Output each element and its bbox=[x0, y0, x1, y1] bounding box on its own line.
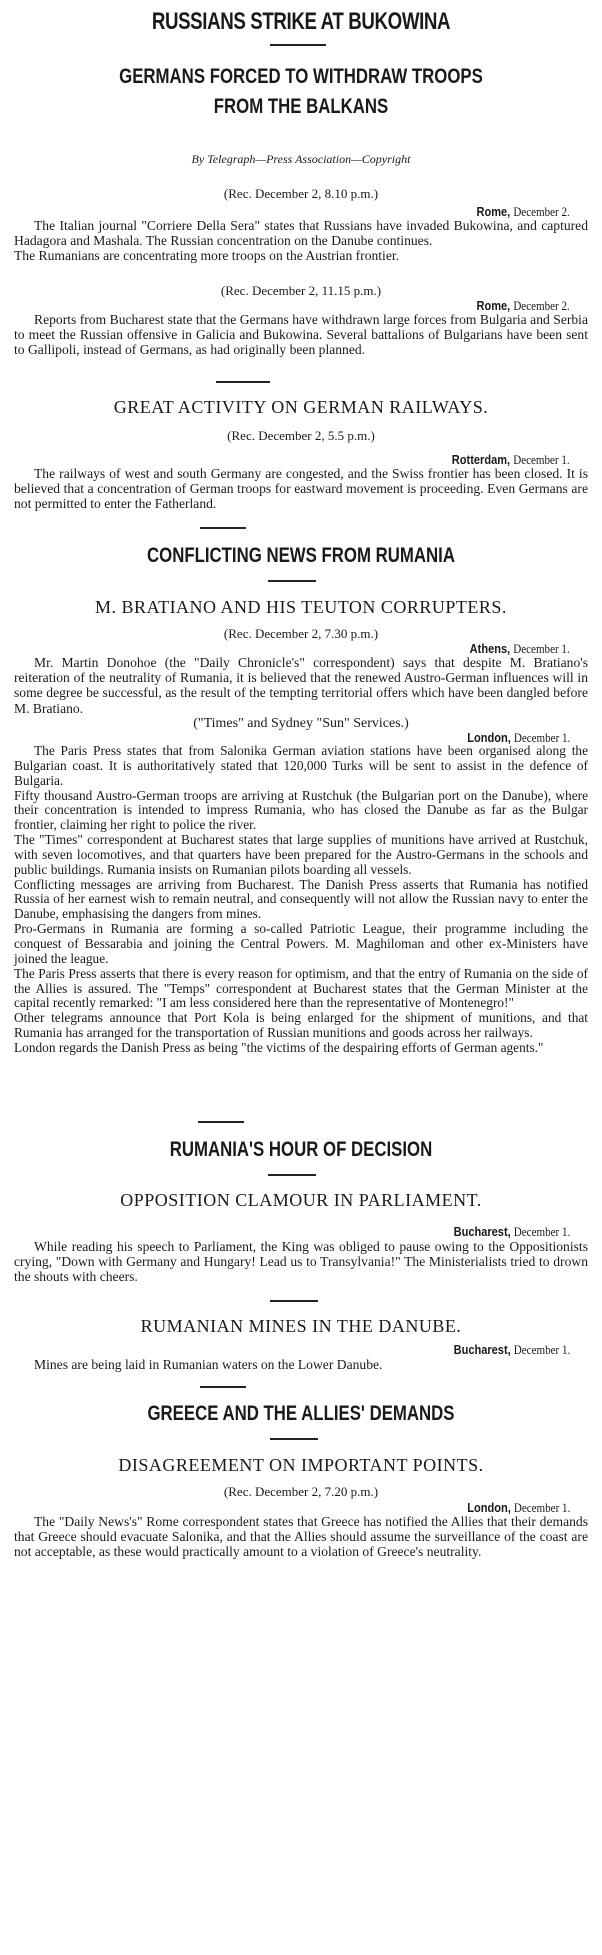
mines-heading: RUMANIAN MINES IN THE DANUBE. bbox=[140, 1316, 462, 1336]
rumania-text-2: The Paris Press states that from Salonika German aviation stations have been organised along the Bulgarian coast. It is authoritatively stated that 120,000 Turks will be sent to assist in the defence of Bulgaria. Fifty thousand Austro-German troops are arriving at Rustchuk (the Bulgarian port on the Danube), where their concentration is intended to impress Rumania, who has closed the Danube as far as the Bulgar frontier, claiming her right to police the river. The "Times" correspondent at Bucharest states that large supplies of munitions have arrived at Rustchuk, with seven locomotives, and that quarters have been prepared for the Austro-Germans in the schools and public buildings. Rumania insists on Rumanian pilots boarding all vessels. Conflicting messages are arriving from Bucharest. The Danish Press asserts that Rumania has notified Russia of her earnest wish to remain neutral, and consequently will not allow the Russian navy to enter the Danube, emphasising the dangers from mines. Pro-Germans in Rumania are forming a so-called Patriotic League, their programme including the conquest of Bessarabia and joining the Central Powers. M. Maghiloman and other ex-Ministers have joined the league. The Paris Press asserts that there is every reason for optimism, and that the entry of Rumania on the side of the Allies is assured. The "Temps" correspondent at Bucharest states that the German Minister at the capital recently remarked: "I am less considered here than the representative of Montenegro!" Other telegrams announce that Port Kola is being enlarged for the shipment of munitions, and that Rumania has arranged for the transportation of Russian munitions and goods across her railways. London regards the Danish Press as being "the victims of the despairing efforts of German agents." bbox=[14, 743, 588, 1055]
dateline-place: London, bbox=[466, 730, 511, 745]
dispatch-1-text: The Italian journal "Corriere Della Sera" states that Russians have invaded Bukowina, and captured Hadagora and Mashala. The Russian concentration on the Danube continues. The Rumanians are concentrating more troops on the Austrian frontier. bbox=[14, 218, 588, 264]
decision-text: While reading his speech to Parliament, the King was obliged to pause owing to the Oppositionists crying, "Down with Germany and Hungary! Lead us to Transylvania!" The Ministerialists tried to drown the shouts with cheers. bbox=[14, 1239, 588, 1285]
divider-rule bbox=[200, 527, 246, 529]
divider-rule bbox=[270, 44, 326, 46]
dateline-place: London, bbox=[466, 1500, 511, 1515]
greece-subheading: DISAGREEMENT ON IMPORTANT POINTS. bbox=[118, 1455, 484, 1475]
dateline-date: December 2. bbox=[513, 204, 570, 219]
dateline-place: Rome, bbox=[476, 298, 511, 313]
services-credit: ("Times" and Sydney "Sun" Services.) bbox=[193, 716, 409, 731]
rec-time-8: (Rec. December 2, 7.20 p.m.) bbox=[223, 1484, 379, 1499]
dateline-date: December 1. bbox=[513, 730, 570, 745]
dispatch-2-text: Reports from Bucharest state that the Germans have withdrawn large forces from Bulgaria and Serbia to meet the Russian offensive in Galicia and Bukowina. Several battalions of Bulgarians have been sent to Gallipoli, instead of Germans, as had originally been planned. bbox=[14, 312, 588, 358]
dateline-date: December 1. bbox=[513, 641, 570, 656]
railways-text: The railways of west and south Germany are congested, and the Swiss frontier has been closed. It is believed that a concentration of German troops for eastward movement is proceeding. Even Germans are not permitted to enter the Fatherland. bbox=[14, 466, 588, 512]
dateline-6 bbox=[453, 1224, 570, 1240]
byline: By Telegraph—Press Association—Copyright bbox=[191, 152, 411, 166]
dateline-date: December 1. bbox=[513, 1500, 570, 1515]
dateline-place: Bucharest, bbox=[453, 1224, 511, 1239]
mines-text: Mines are being laid in Rumanian waters on the Lower Danube. bbox=[34, 1357, 383, 1372]
divider-rule bbox=[216, 381, 270, 383]
rumania-text: Mr. Martin Donohoe (the "Daily Chronicle's" correspondent) says that despite M. Bratiano's reiteration of the neutrality of Rumania, it is believed that the renewed Austro-German influences will in some degree be successful, as the result of the tempting territorial offers which have been dangled before M. Bratiano. bbox=[14, 655, 588, 716]
rumania-heading: CONFLICTING NEWS FROM RUMANIA bbox=[147, 544, 455, 567]
dateline-place: Bucharest, bbox=[453, 1342, 511, 1357]
divider-rule bbox=[200, 1386, 246, 1388]
dateline-date: December 2. bbox=[513, 298, 570, 313]
dateline-place: Rotterdam, bbox=[452, 452, 511, 467]
decision-heading: RUMANIA'S HOUR OF DECISION bbox=[169, 1138, 433, 1161]
dateline-place: Rome, bbox=[476, 204, 511, 219]
divider-rule bbox=[198, 1121, 244, 1123]
decision-subheading: OPPOSITION CLAMOUR IN PARLIAMENT. bbox=[120, 1190, 482, 1210]
headline: RUSSIANS STRIKE AT BUKOWINA bbox=[151, 8, 451, 35]
rec-time-1: (Rec. December 2, 8.10 p.m.) bbox=[223, 186, 379, 201]
greece-heading: GREECE AND THE ALLIES' DEMANDS bbox=[147, 1402, 455, 1425]
dateline-date: December 1. bbox=[513, 1224, 570, 1239]
greece-text: The "Daily News's" Rome correspondent states that Greece has notified the Allies that their demands that Greece should evacuate Salonika, and that the Allies should assume the surveillance of the coast are not acceptable, as these would practically amount to a violation of Greece's neutrality. bbox=[14, 1514, 588, 1560]
dateline-date: December 1. bbox=[513, 452, 570, 467]
dateline-7 bbox=[453, 1342, 570, 1358]
dateline-place: Athens, bbox=[469, 641, 511, 656]
divider-rule bbox=[270, 1438, 318, 1440]
dateline-date: December 1. bbox=[513, 1342, 570, 1357]
divider-rule bbox=[270, 1300, 318, 1302]
divider-rule bbox=[268, 1174, 316, 1176]
rec-time-3: (Rec. December 2, 5.5 p.m.) bbox=[227, 428, 375, 443]
rec-time-4: (Rec. December 2, 7.30 p.m.) bbox=[223, 626, 379, 641]
railways-heading: GREAT ACTIVITY ON GERMAN RAILWAYS. bbox=[113, 397, 489, 417]
divider-rule bbox=[268, 580, 316, 582]
subheadline: GERMANS FORCED TO WITHDRAW TROOPS FROM THE BALKANS bbox=[119, 65, 483, 118]
rumania-subheading: M. BRATIANO AND HIS TEUTON CORRUPTERS. bbox=[95, 597, 507, 617]
rec-time-2: (Rec. December 2, 11.15 p.m.) bbox=[220, 283, 382, 298]
